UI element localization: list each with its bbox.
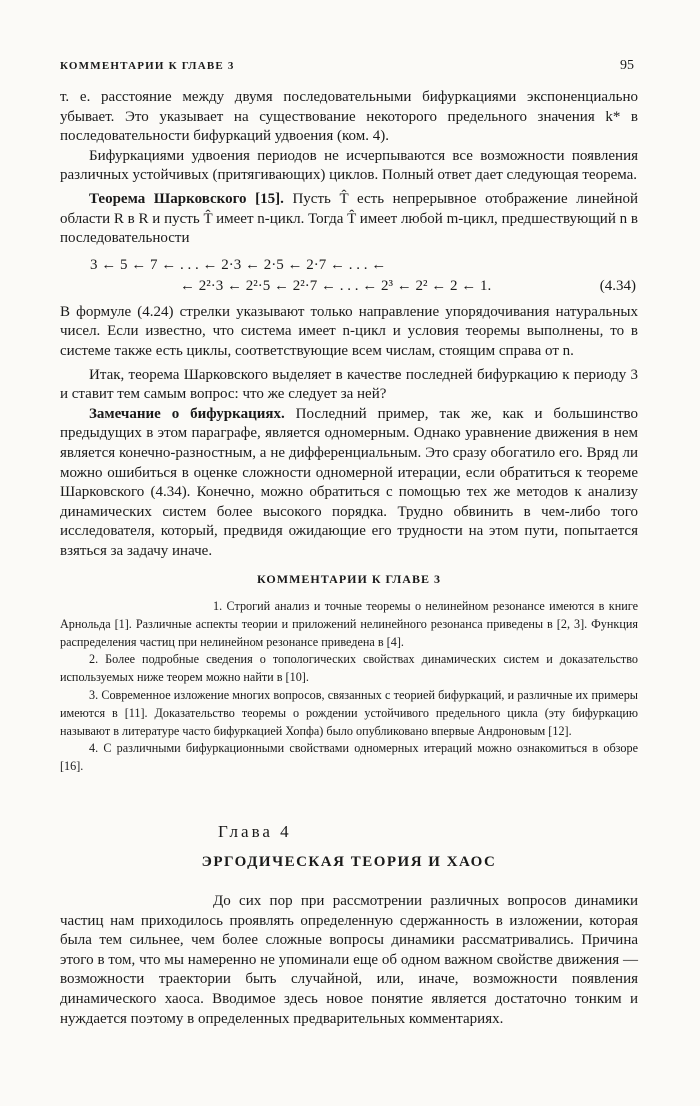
comment-item-3: 3. Современное изложение многих вопросов, связанных с теорией бифуркаций, и различные их примеры имеются в [11]. Доказательство теоремы о рождении устойчивого предельного цикла (эту бифуркацию называют в литературе часто бифуркацией Хопфа) было опубликовано впервые Андроновым [12]. <box>60 687 638 738</box>
paragraph-doubling: Бифуркациями удвоения периодов не исчерпываются все возможности появления различных устойчивых (притягивающих) циклов. Полный ответ дает следующая теорема. <box>60 147 638 184</box>
remark-text: Последний пример, так же, как и большинство предыдущих в этом параграфе, является одномерным. Однако уравнение движения в нем является конечно-разностным, а не дифференциальным. Это сразу обогатило его. Вряд ли можно ошибиться в оценке сложности одномерной итерации, если обратиться к теореме Шарковского (4.34). Конечно, можно обратиться с помощью тех же методов к анализу динамических систем более высокого порядка. Трудно обвинить в чем-либо того исследователя, который, предвидя ожидающие его трудности на этом пути, попытается взяться за задачу иначе. <box>60 405 638 559</box>
chapter-title: ЭРГОДИЧЕСКАЯ ТЕОРИЯ И ХАОС <box>201 854 497 870</box>
comments-title: КОММЕНТАРИИ К ГЛАВЕ 3 <box>257 572 441 586</box>
paragraph-period-three: Итак, теорема Шарковского выделяет в качестве последней бифуркацию к периоду 3 и ставит тем самым вопрос: что же следует за ней? <box>60 366 638 403</box>
formula-4-34 <box>60 255 638 297</box>
chapter-intro: До сих пор при рассмотрении различных вопросов динамики частиц нам приходилось проявлять определенную сдержанность в изложении, которая была тем сильнее, чем более сложные вопросы динамики рассматривались. Причина этого в том, что мы намеренно не упоминали еще об одном важном свойстве движения — возможности траектории быть случайной, или, иначе, возможности появления динамического хаоса. Вводимое здесь новое понятие является достаточно тонким и нуждается поэтому в определенных предварительных комментариях. <box>60 893 638 1027</box>
remark-bifurcations <box>60 405 638 562</box>
sharkovsky-theorem <box>60 190 638 249</box>
formula-line-1: 3 ← 5 ← 7 ← . . . ← 2·3 ← 2·5 ← 2·7 ← . . . ← <box>90 256 387 273</box>
main-text-block <box>60 88 638 561</box>
comment-item-4: 4. С различными бифуркационными свойствами одномерных итераций можно ознакомиться в обзоре [16]. <box>60 741 638 774</box>
formula-line-2: ← 2²·3 ← 2²·5 ← 2²·7 ← . . . ← 2³ ← 2² ← 2 ← 1. (4.34) <box>60 276 638 297</box>
comments-list <box>60 598 638 776</box>
paragraph-continuation: т. е. расстояние между двумя последовательными бифуркациями экспоненциально убывает. Это указывает на существование некоторого предельного значения k* в последовательности бифуркаций удвоения (ком. 4). <box>60 89 638 145</box>
theorem-text: Пусть T̂ есть непрерывное отображение линейной области R в R и пусть T̂ имеет n-цикл. Тогда T̂ имеет любой m-цикл, предшествующий n в последовательности <box>60 190 639 247</box>
remark-label: Замечание о бифуркациях. <box>89 405 285 422</box>
comment-item-1: 1. Строгий анализ и точные теоремы о нелинейном резонансе имеются в книге Арнольда [1]. Различные аспекты теории и приложений нелинейного резонанса приведены в [2, 3]. Функция распределения частиц при нелинейном резонансе приведена в [4]. <box>60 599 638 649</box>
chapter-intro-block <box>60 892 638 1029</box>
page-number: 95 <box>620 58 634 73</box>
running-head: КОММЕНТАРИИ К ГЛАВЕ 3 <box>60 60 235 72</box>
paragraph-arrows: В формуле (4.24) стрелки указывают только направление упорядочивания натуральных чисел. Если известно, что система имеет n-цикл и условия теоремы выполнены, то в системе также есть циклы, соответствующие всем числам, стоящим справа от n. <box>60 303 638 359</box>
chapter-label: Глава 4 <box>218 822 292 841</box>
comment-item-2: 2. Более подробные сведения о топологических свойствах динамических систем и доказательство используемых ниже теорем можно найти в [10]. <box>60 652 638 685</box>
equation-number: (4.34) <box>599 277 636 294</box>
theorem-label: Теорема Шарковского [15]. <box>89 190 284 207</box>
